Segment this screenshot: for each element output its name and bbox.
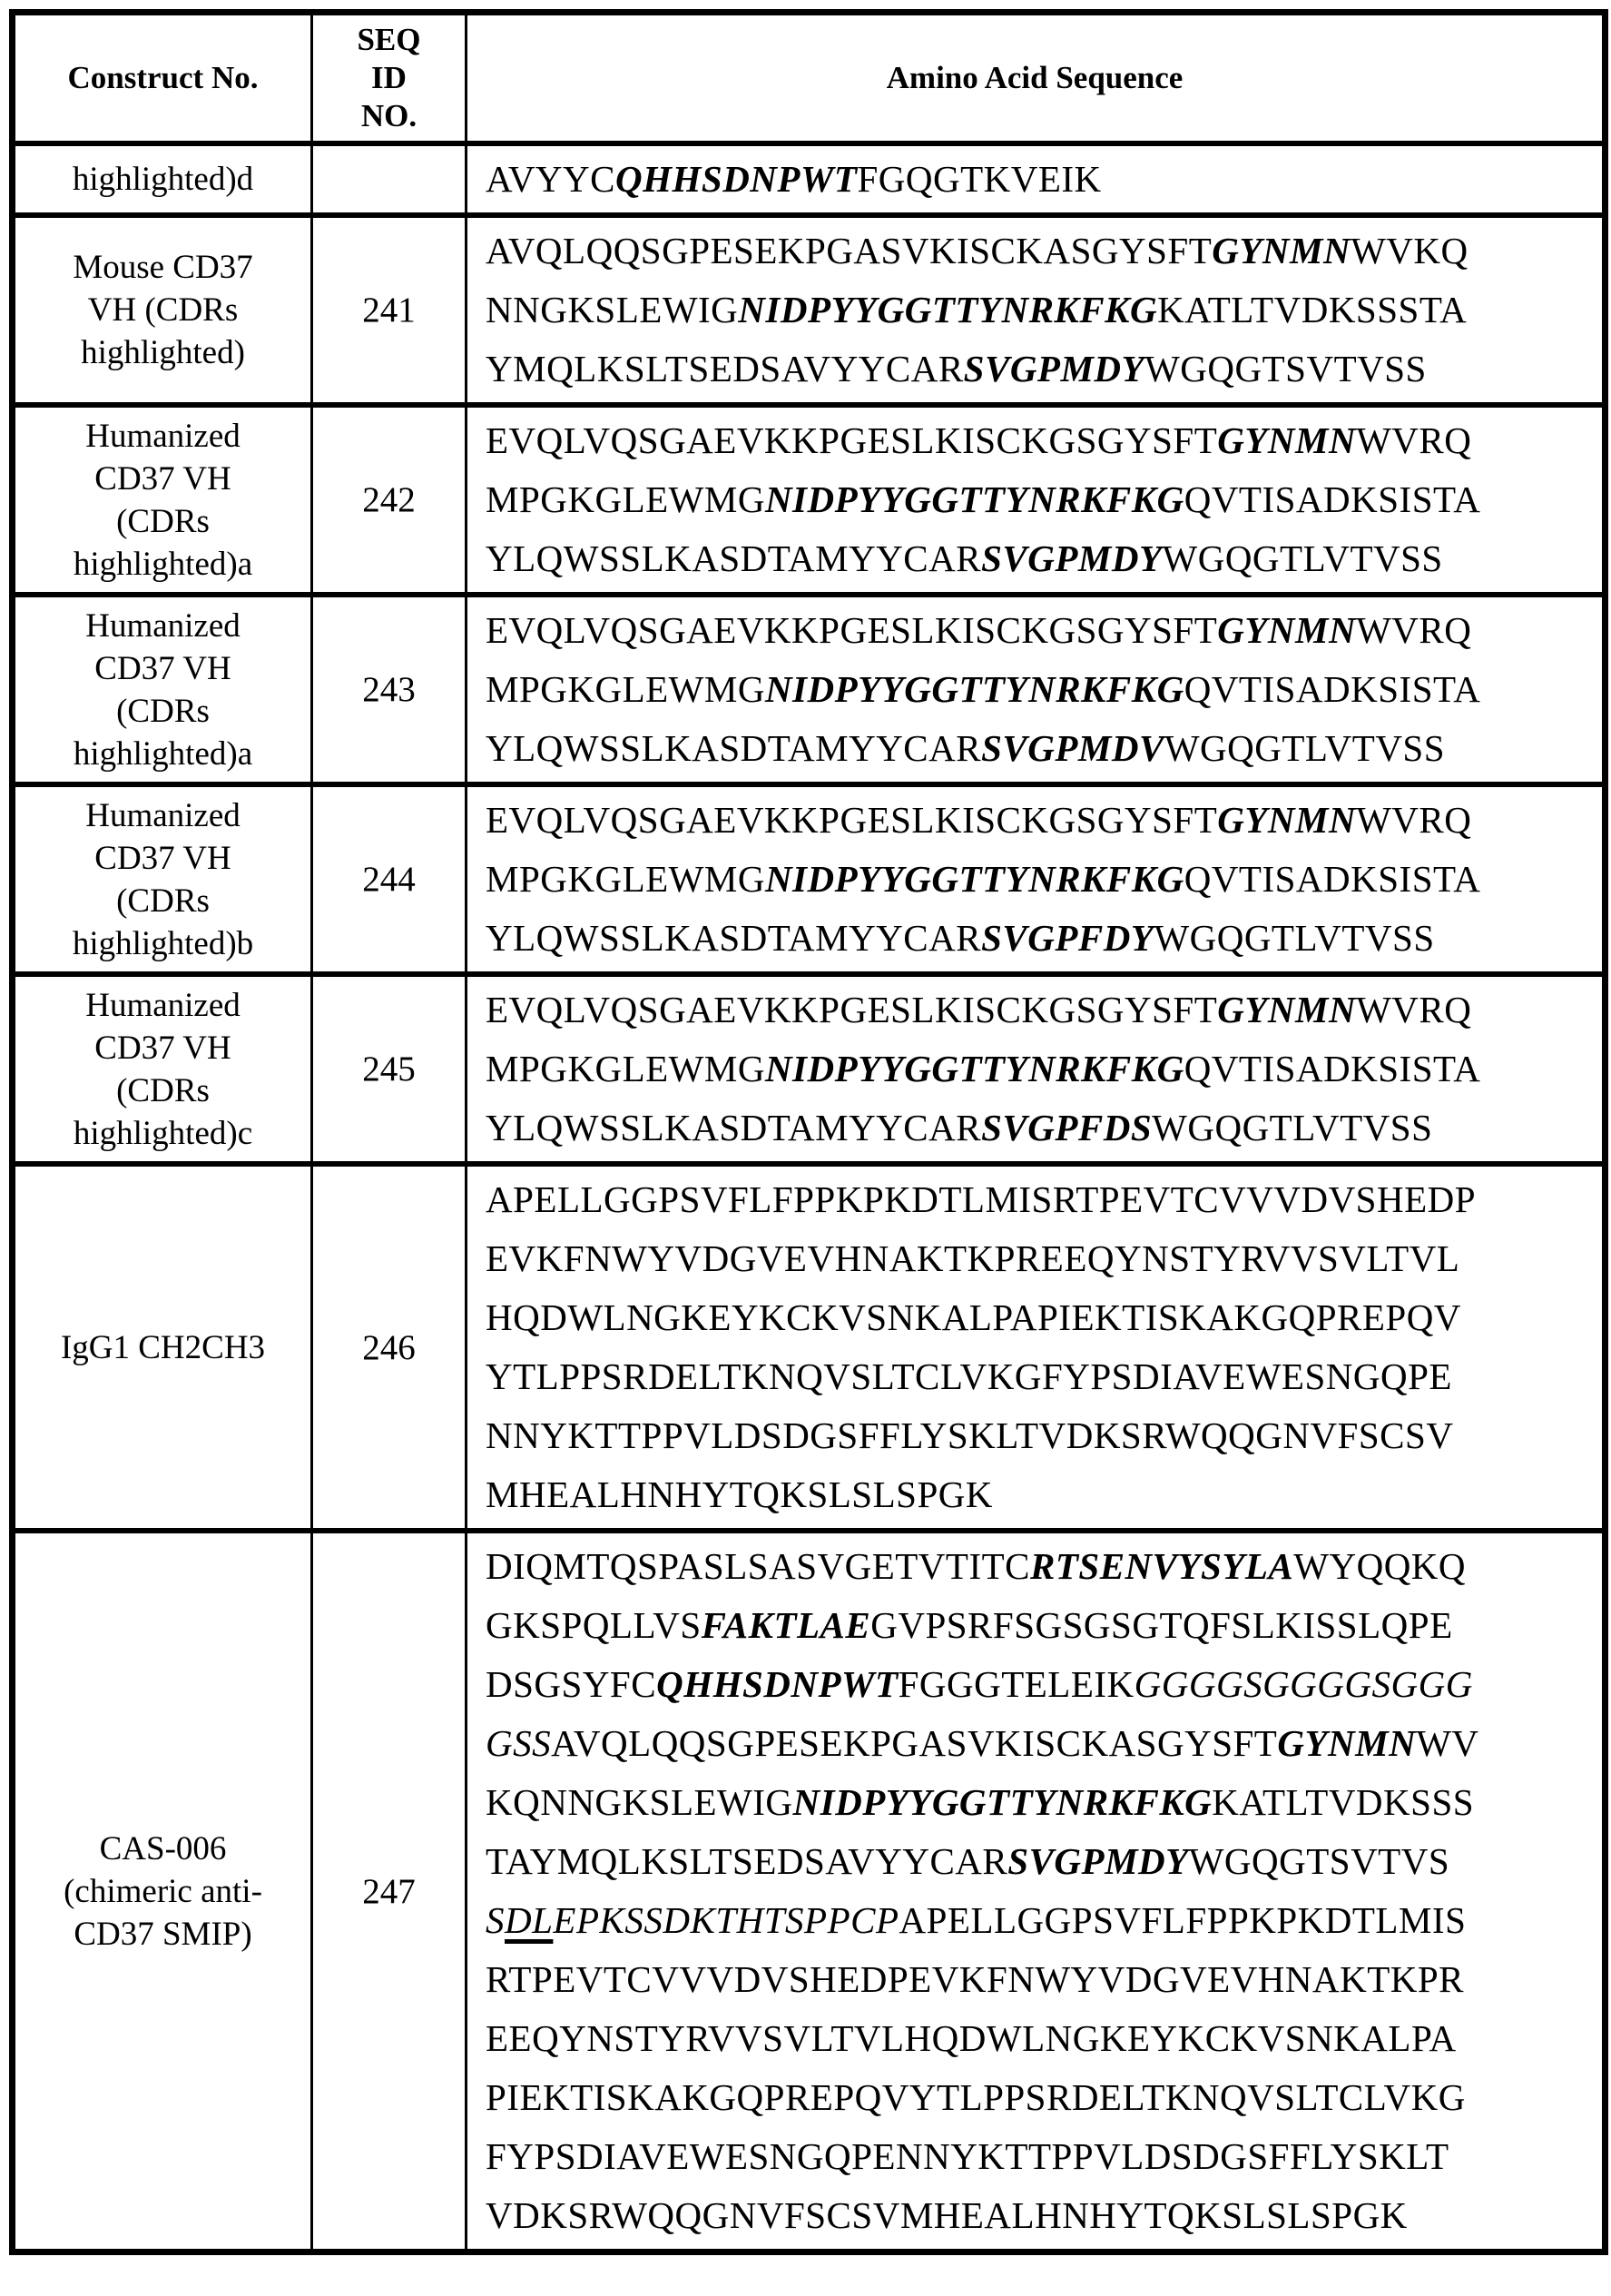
seq-id-cell: 242 — [312, 405, 467, 595]
sequence-segment: EEQYNSTYRVVSVLTVLHQDWLNGKEYKCKVSNKALPA — [486, 2017, 1457, 2059]
seq-id-cell: 246 — [312, 1164, 467, 1531]
header-seq-id-line-3: NO. — [360, 98, 417, 133]
sequence-segment: WVKQ — [1351, 230, 1469, 271]
sequence-segment: NIDPYYGGTTYNRKFKG — [764, 478, 1184, 520]
construct-no-cell: Humanized CD37 VH (CDRs highlighted)c — [13, 974, 312, 1164]
sequence-segment: AVYYC — [486, 158, 615, 200]
sequence-segment: GKSPQLLVS — [486, 1604, 702, 1646]
construct-no-cell: Humanized CD37 VH (CDRs highlighted)b — [13, 784, 312, 974]
sequence-segment: NIDPYYGGTTYNRKFKG — [764, 858, 1184, 900]
amino-acid-sequence-cell — [467, 1531, 1606, 2252]
sequence-segment: WGQGTLVTVSS — [1154, 917, 1435, 959]
sequence-segment: NIDPYYGGTTYNRKFKG — [764, 668, 1184, 710]
sequence-segment: WGQGTLVTVSS — [1152, 1107, 1433, 1148]
sequence-segment: GSS — [486, 1722, 552, 1764]
sequence-segment: MHEALHNHYTQKSLSLSPGK — [486, 1473, 993, 1515]
sequence-segment: GGGGSGGGGSGGG — [1134, 1663, 1473, 1705]
sequence-segment: EVQLVQSGAEVKKPGESLKISCKGSGYSFT — [486, 799, 1218, 841]
sequence-segment: GVPSRFSGSGSGTQFSLKISSLQPE — [870, 1604, 1453, 1646]
sequence-segment: NIDPYYGGTTYNRKFKG — [738, 289, 1158, 330]
table-row — [13, 784, 1606, 974]
table-row — [13, 974, 1606, 1164]
table-header — [13, 13, 1606, 144]
sequence-segment: WVRQ — [1356, 989, 1472, 1030]
sequence-segment: QHHSDNPWT — [656, 1663, 899, 1705]
sequence-segment: FYPSDIAVEWESNGQPENNYKTTPPVLDSDGSFFLYSKLT — [486, 2135, 1449, 2177]
table-row — [13, 405, 1606, 595]
sequence-segment: WYQQKQ — [1293, 1545, 1467, 1587]
table-row — [13, 143, 1606, 215]
construct-no-cell: Humanized CD37 VH (CDRs highlighted)a — [13, 405, 312, 595]
sequence-segment: YLQWSSLKASDTAMYYCAR — [486, 1107, 982, 1148]
amino-acid-sequence-cell — [467, 595, 1606, 784]
sequence-segment: SVGPMDV — [981, 727, 1164, 769]
seq-id-cell: 243 — [312, 595, 467, 784]
sequence-segment: QVTISADKSISTA — [1184, 478, 1481, 520]
header-construct-no: Construct No. — [13, 13, 312, 144]
sequence-segment: MPGKGLEWMG — [486, 1048, 765, 1089]
sequence-segment: QVTISADKSISTA — [1184, 668, 1481, 710]
sequence-segment: PIEKTISKAKGQPREPQVYTLPPSRDELTKNQVSLTCLVKG — [486, 2076, 1466, 2118]
amino-acid-sequence-cell — [467, 1164, 1606, 1531]
sequence-segment: GYNMN — [1217, 609, 1357, 651]
sequence-segment: RTPEVTCVVVDVSHEDPEVKFNWYVDGVEVHNAKTKPR — [486, 1958, 1464, 2000]
sequence-segment: FGGGTELEIK — [898, 1663, 1135, 1705]
construct-no-cell: Mouse CD37 VH (CDRs highlighted) — [13, 215, 312, 405]
sequence-segment: WVRQ — [1356, 419, 1472, 461]
sequence-segment: APELLGGPSVFLFPPKPKDTLMIS — [899, 1899, 1467, 1941]
sequence-segment: WV — [1416, 1722, 1479, 1764]
sequence-segment: NNYKTTPPVLDSDGSFFLYSKLTVDKSRWQQGNVFSCSV — [486, 1414, 1454, 1456]
sequence-segment: EPKSSDKTHTSPPCP — [553, 1899, 899, 1941]
sequence-segment: AVQLQQSGPESEKPGASVKISCKASGYSFT — [486, 230, 1213, 271]
sequence-segment: HQDWLNGKEYKCKVSNKALPAPIEKTISKAKGQPREPQV — [486, 1296, 1461, 1338]
sequence-segment: YLQWSSLKASDTAMYYCAR — [486, 917, 982, 959]
sequence-segment: EVQLVQSGAEVKKPGESLKISCKGSGYSFT — [486, 609, 1218, 651]
sequence-segment: SVGPMDY — [981, 537, 1163, 579]
construct-no-cell: IgG1 CH2CH3 — [13, 1164, 312, 1531]
sequence-segment: YLQWSSLKASDTAMYYCAR — [486, 537, 982, 579]
sequence-segment: DL — [505, 1899, 554, 1941]
amino-acid-sequence-cell — [467, 784, 1606, 974]
sequence-segment: SVGPFDS — [981, 1107, 1153, 1148]
sequence-segment: YMQLKSLTSEDSAVYYCAR — [486, 348, 964, 389]
sequence-segment: FGQGTKVEIK — [857, 158, 1102, 200]
table-row — [13, 1164, 1606, 1531]
sequence-segment: GYNMN — [1277, 1722, 1417, 1764]
sequence-segment: GYNMN — [1217, 799, 1357, 841]
sequence-segment: DIQMTQSPASLSASVGETVTITC — [486, 1545, 1030, 1587]
table-row — [13, 215, 1606, 405]
sequence-segment: GYNMN — [1212, 230, 1351, 271]
sequence-segment: WGQGTLVTVSS — [1164, 727, 1446, 769]
seq-id-cell: 244 — [312, 784, 467, 974]
sequence-segment: MPGKGLEWMG — [486, 478, 765, 520]
seq-id-cell: 247 — [312, 1531, 467, 2252]
sequence-segment: MPGKGLEWMG — [486, 858, 765, 900]
sequence-segment: YLQWSSLKASDTAMYYCAR — [486, 727, 982, 769]
sequence-segment: YTLPPSRDELTKNQVSLTCLVKGFYPSDIAVEWESNGQPE — [486, 1355, 1452, 1397]
sequence-segment: KQNNGKSLEWIG — [486, 1781, 793, 1823]
sequence-segment: EVKFNWYVDGVEVHNAKTKPREEQYNSTYRVVSVLTVL — [486, 1237, 1460, 1279]
sequence-segment: WVRQ — [1356, 799, 1472, 841]
seq-id-cell: 245 — [312, 974, 467, 1164]
sequence-segment: WGQGTLVTVSS — [1162, 537, 1443, 579]
sequence-segment: VDKSRWQQGNVFSCSVMHEALHNHYTQKSLSLSPGK — [486, 2194, 1408, 2236]
sequence-table-body — [13, 143, 1606, 2252]
sequence-segment: NIDPYYGGTTYNRKFKG — [792, 1781, 1213, 1823]
sequence-segment: SVGPFDY — [981, 917, 1154, 959]
sequence-listing-table — [9, 9, 1608, 2255]
sequence-segment: EVQLVQSGAEVKKPGESLKISCKGSGYSFT — [486, 989, 1218, 1030]
sequence-segment: S — [486, 1899, 505, 1941]
amino-acid-sequence-cell — [467, 215, 1606, 405]
sequence-segment: APELLGGPSVFLFPPKPKDTLMISRTPEVTCVVVDVSHEDP — [486, 1178, 1477, 1220]
sequence-segment: NIDPYYGGTTYNRKFKG — [764, 1048, 1184, 1089]
sequence-segment: FAKTLAE — [701, 1604, 871, 1646]
sequence-segment: QVTISADKSISTA — [1184, 1048, 1481, 1089]
sequence-segment: SVGPMDY — [963, 348, 1145, 389]
construct-no-cell: highlighted)d — [13, 143, 312, 215]
sequence-segment: KATLTVDKSSSTA — [1157, 289, 1468, 330]
sequence-segment: MPGKGLEWMG — [486, 668, 765, 710]
sequence-segment: AVQLQQSGPESEKPGASVKISCKASGYSFT — [551, 1722, 1278, 1764]
sequence-segment: QVTISADKSISTA — [1184, 858, 1481, 900]
sequence-segment: WVRQ — [1356, 609, 1472, 651]
header-seq-id-line-1: SEQ — [357, 22, 421, 57]
sequence-segment: KATLTVDKSSS — [1212, 1781, 1475, 1823]
sequence-segment: WGQGTSVTVS — [1188, 1840, 1450, 1882]
construct-no-cell: CAS-006 (chimeric anti- CD37 SMIP) — [13, 1531, 312, 2252]
sequence-segment: TAYMQLKSLTSEDSAVYYCAR — [486, 1840, 1008, 1882]
sequence-segment: WGQGTSVTVSS — [1144, 348, 1427, 389]
sequence-segment: GYNMN — [1217, 419, 1357, 461]
amino-acid-sequence-cell — [467, 143, 1606, 215]
header-amino-acid-sequence: Amino Acid Sequence — [467, 13, 1606, 144]
header-row — [13, 13, 1606, 144]
amino-acid-sequence-cell — [467, 974, 1606, 1164]
table-row — [13, 595, 1606, 784]
header-seq-id-line-2: ID — [371, 60, 407, 95]
sequence-segment: DSGSYFC — [486, 1663, 657, 1705]
amino-acid-sequence-cell — [467, 405, 1606, 595]
construct-no-cell: Humanized CD37 VH (CDRs highlighted)a — [13, 595, 312, 784]
sequence-segment: GYNMN — [1217, 989, 1357, 1030]
sequence-segment: NNGKSLEWIG — [486, 289, 739, 330]
header-seq-id-no — [312, 13, 467, 144]
seq-id-cell — [312, 143, 467, 215]
sequence-segment: EVQLVQSGAEVKKPGESLKISCKGSGYSFT — [486, 419, 1218, 461]
sequence-segment: QHHSDNPWT — [615, 158, 858, 200]
seq-id-cell: 241 — [312, 215, 467, 405]
table-row — [13, 1531, 1606, 2252]
sequence-segment: RTSENVYSYLA — [1030, 1545, 1294, 1587]
sequence-segment: SVGPMDY — [1007, 1840, 1189, 1882]
